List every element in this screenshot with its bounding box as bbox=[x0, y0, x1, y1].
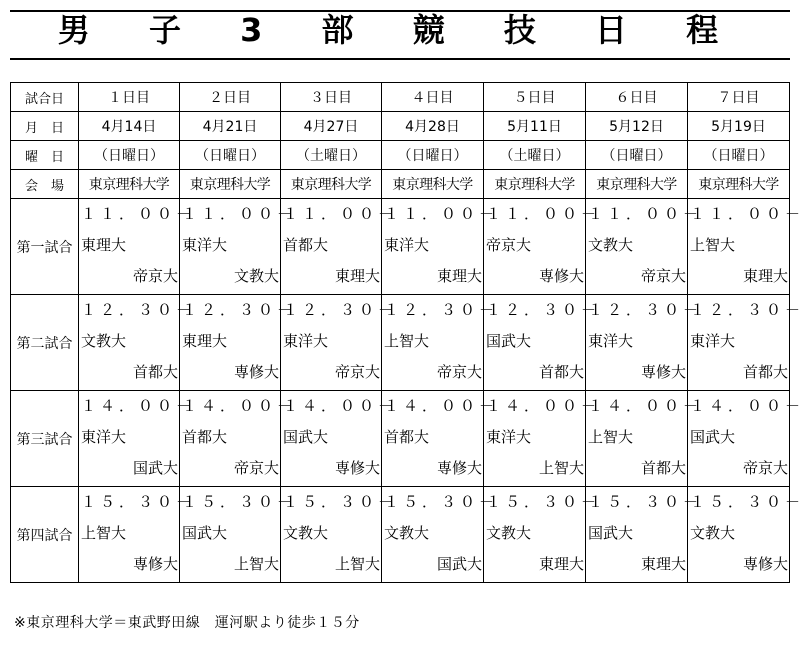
away-team: 専修大 bbox=[436, 459, 482, 477]
weekday-cell: （日曜日） bbox=[180, 141, 281, 170]
game-cell bbox=[180, 487, 297, 583]
venue-cell: 東京理科大学 bbox=[484, 170, 586, 199]
match-day-cell: ３日目 bbox=[281, 83, 382, 112]
away-team: 上智大 bbox=[233, 555, 279, 573]
game-cell bbox=[180, 199, 297, 295]
game-slot bbox=[382, 487, 499, 582]
home-team: 上智大 bbox=[690, 236, 736, 254]
away-team: 専修大 bbox=[132, 555, 178, 573]
game-cell bbox=[281, 295, 398, 391]
game-slot bbox=[180, 391, 297, 486]
date-cell: 5月11日 bbox=[484, 112, 586, 141]
game-slot bbox=[484, 391, 601, 486]
venue-cell: 東京理科大学 bbox=[79, 170, 180, 199]
game-cell bbox=[382, 295, 499, 391]
game-time: １５．３０－ bbox=[690, 493, 804, 511]
game-time: １１．００－ bbox=[588, 205, 703, 223]
home-team: 東洋大 bbox=[588, 332, 634, 350]
away-team: 東理大 bbox=[436, 267, 482, 285]
match-day-cell: ４日目 bbox=[382, 83, 484, 112]
schedule-body bbox=[11, 83, 804, 583]
game-cell bbox=[688, 295, 804, 391]
game-cell bbox=[281, 391, 398, 487]
game-time: １４．００－ bbox=[486, 397, 601, 415]
game-time: １１．００－ bbox=[182, 205, 297, 223]
game-cell bbox=[382, 391, 499, 487]
weekday-cell: （日曜日） bbox=[688, 141, 790, 170]
game-cell bbox=[180, 391, 297, 487]
weekday-row bbox=[11, 141, 790, 170]
game-cell bbox=[382, 199, 499, 295]
away-team: 上智大 bbox=[334, 555, 380, 573]
game-cell bbox=[281, 199, 398, 295]
game-cell bbox=[281, 487, 398, 583]
date-cell: 5月19日 bbox=[688, 112, 790, 141]
away-team: 東理大 bbox=[538, 555, 584, 573]
game-slot bbox=[281, 199, 398, 294]
away-team: 帝京大 bbox=[132, 267, 178, 285]
game-cell bbox=[586, 487, 703, 583]
away-team: 文教大 bbox=[233, 267, 279, 285]
match-label: 第四試合 bbox=[11, 487, 79, 583]
away-team: 東理大 bbox=[334, 267, 380, 285]
home-team: 文教大 bbox=[588, 236, 634, 254]
weekday-cell: （日曜日） bbox=[382, 141, 484, 170]
home-team: 国武大 bbox=[182, 524, 228, 542]
away-team: 東理大 bbox=[640, 555, 686, 573]
game-time: １１．００－ bbox=[283, 205, 398, 223]
game-slot bbox=[79, 199, 196, 294]
weekday-cell: （日曜日） bbox=[586, 141, 688, 170]
away-team: 専修大 bbox=[334, 459, 380, 477]
home-team: 首都大 bbox=[384, 428, 430, 446]
game-slot bbox=[688, 391, 804, 486]
home-team: 国武大 bbox=[588, 524, 634, 542]
home-team: 東洋大 bbox=[486, 428, 532, 446]
home-team: 文教大 bbox=[81, 332, 127, 350]
game-cell bbox=[484, 391, 601, 487]
match-label: 第三試合 bbox=[11, 391, 79, 487]
weekday-label: 曜 日 bbox=[11, 141, 79, 170]
away-team: 帝京大 bbox=[640, 267, 686, 285]
away-team: 首都大 bbox=[742, 363, 788, 381]
away-team: 専修大 bbox=[640, 363, 686, 381]
game-slot bbox=[484, 295, 601, 390]
game-cell bbox=[79, 295, 196, 391]
match-day-row bbox=[11, 83, 790, 112]
game-slot bbox=[281, 391, 398, 486]
away-team: 国武大 bbox=[132, 459, 178, 477]
game-slot bbox=[281, 487, 398, 582]
match-row bbox=[11, 487, 790, 583]
game-cell bbox=[382, 487, 499, 583]
game-time: １２．３０－ bbox=[283, 301, 398, 319]
game-time: １２．３０－ bbox=[690, 301, 804, 319]
venue-cell: 東京理科大学 bbox=[586, 170, 688, 199]
game-time: １１．００－ bbox=[384, 205, 499, 223]
game-time: １５．３０－ bbox=[182, 493, 297, 511]
home-team: 東洋大 bbox=[283, 332, 329, 350]
home-team: 文教大 bbox=[486, 524, 532, 542]
game-time: １２．３０－ bbox=[182, 301, 297, 319]
home-team: 文教大 bbox=[384, 524, 430, 542]
game-time: １２．３０－ bbox=[384, 301, 499, 319]
game-slot bbox=[79, 295, 196, 390]
away-team: 首都大 bbox=[538, 363, 584, 381]
game-time: １２．３０－ bbox=[588, 301, 703, 319]
date-cell: 5月12日 bbox=[586, 112, 688, 141]
game-slot bbox=[180, 199, 297, 294]
game-slot bbox=[79, 391, 196, 486]
match-row bbox=[11, 391, 790, 487]
match-day-cell: ６日目 bbox=[586, 83, 688, 112]
game-time: １５．３０－ bbox=[81, 493, 196, 511]
away-team: 東理大 bbox=[742, 267, 788, 285]
game-time: １４．００－ bbox=[384, 397, 499, 415]
game-slot bbox=[484, 199, 601, 294]
game-slot bbox=[79, 487, 196, 582]
venue-cell: 東京理科大学 bbox=[382, 170, 484, 199]
home-team: 文教大 bbox=[283, 524, 329, 542]
home-team: 上智大 bbox=[384, 332, 430, 350]
home-team: 東洋大 bbox=[81, 428, 127, 446]
game-cell bbox=[586, 295, 703, 391]
game-slot bbox=[688, 295, 804, 390]
venue-cell: 東京理科大学 bbox=[281, 170, 382, 199]
date-cell: 4月14日 bbox=[79, 112, 180, 141]
date-cell: 4月28日 bbox=[382, 112, 484, 141]
home-team: 首都大 bbox=[283, 236, 329, 254]
game-slot bbox=[180, 295, 297, 390]
home-team: 文教大 bbox=[690, 524, 736, 542]
game-time: １４．００－ bbox=[690, 397, 804, 415]
game-cell bbox=[79, 391, 196, 487]
game-time: １４．００－ bbox=[588, 397, 703, 415]
home-team: 東理大 bbox=[81, 236, 127, 254]
game-cell bbox=[586, 199, 703, 295]
game-slot bbox=[586, 199, 703, 294]
game-time: １４．００－ bbox=[283, 397, 398, 415]
away-team: 帝京大 bbox=[334, 363, 380, 381]
game-cell bbox=[484, 295, 601, 391]
home-team: 国武大 bbox=[283, 428, 329, 446]
page-title: 男 子 3 部 競 技 日 程 bbox=[57, 11, 743, 49]
venue-row bbox=[11, 170, 790, 199]
game-time: １１．００－ bbox=[690, 205, 804, 223]
home-team: 上智大 bbox=[588, 428, 634, 446]
game-time: １２．３０－ bbox=[81, 301, 196, 319]
away-team: 帝京大 bbox=[436, 363, 482, 381]
game-slot bbox=[382, 391, 499, 486]
game-time: １５．３０－ bbox=[384, 493, 499, 511]
home-team: 東洋大 bbox=[690, 332, 736, 350]
title-bottom-rule bbox=[10, 58, 790, 60]
game-slot bbox=[281, 295, 398, 390]
weekday-cell: （土曜日） bbox=[484, 141, 586, 170]
away-team: 首都大 bbox=[640, 459, 686, 477]
match-day-label: 試合日 bbox=[11, 83, 79, 112]
venue-label: 会 場 bbox=[11, 170, 79, 199]
away-team: 首都大 bbox=[132, 363, 178, 381]
game-time: １４．００－ bbox=[81, 397, 196, 415]
match-row bbox=[11, 199, 790, 295]
weekday-cell: （日曜日） bbox=[79, 141, 180, 170]
game-slot bbox=[180, 487, 297, 582]
away-team: 帝京大 bbox=[742, 459, 788, 477]
home-team: 上智大 bbox=[81, 524, 127, 542]
match-label: 第二試合 bbox=[11, 295, 79, 391]
game-time: １４．００－ bbox=[182, 397, 297, 415]
game-slot bbox=[688, 199, 804, 294]
game-slot bbox=[688, 487, 804, 582]
game-time: １５．３０－ bbox=[486, 493, 601, 511]
game-cell bbox=[586, 391, 703, 487]
game-slot bbox=[586, 391, 703, 486]
home-team: 国武大 bbox=[690, 428, 736, 446]
schedule-table bbox=[10, 82, 804, 583]
home-team: 国武大 bbox=[486, 332, 532, 350]
match-day-cell: １日目 bbox=[79, 83, 180, 112]
game-cell bbox=[180, 295, 297, 391]
home-team: 帝京大 bbox=[486, 236, 532, 254]
game-time: １５．３０－ bbox=[588, 493, 703, 511]
home-team: 首都大 bbox=[182, 428, 228, 446]
game-time: １２．３０－ bbox=[486, 301, 601, 319]
home-team: 東理大 bbox=[182, 332, 228, 350]
game-slot bbox=[586, 295, 703, 390]
away-team: 上智大 bbox=[538, 459, 584, 477]
game-cell bbox=[688, 199, 804, 295]
game-cell bbox=[688, 487, 804, 583]
game-slot bbox=[484, 487, 601, 582]
access-footnote: ※東京理科大学＝東武野田線 運河駅より徒歩１５分 bbox=[14, 615, 360, 631]
game-slot bbox=[382, 295, 499, 390]
match-row bbox=[11, 295, 790, 391]
game-cell bbox=[79, 199, 196, 295]
home-team: 東洋大 bbox=[182, 236, 228, 254]
date-cell: 4月21日 bbox=[180, 112, 281, 141]
match-label: 第一試合 bbox=[11, 199, 79, 295]
game-time: １１．００－ bbox=[486, 205, 601, 223]
game-time: １５．３０－ bbox=[283, 493, 398, 511]
date-cell: 4月27日 bbox=[281, 112, 382, 141]
home-team: 東洋大 bbox=[384, 236, 430, 254]
away-team: 国武大 bbox=[436, 555, 482, 573]
game-cell bbox=[484, 199, 601, 295]
away-team: 専修大 bbox=[742, 555, 788, 573]
venue-cell: 東京理科大学 bbox=[180, 170, 281, 199]
game-cell bbox=[688, 391, 804, 487]
match-day-cell: ５日目 bbox=[484, 83, 586, 112]
away-team: 専修大 bbox=[233, 363, 279, 381]
away-team: 専修大 bbox=[538, 267, 584, 285]
venue-cell: 東京理科大学 bbox=[688, 170, 790, 199]
game-cell bbox=[484, 487, 601, 583]
game-slot bbox=[586, 487, 703, 582]
game-cell bbox=[79, 487, 196, 583]
date-label: 月 日 bbox=[11, 112, 79, 141]
weekday-cell: （土曜日） bbox=[281, 141, 382, 170]
match-day-cell: ７日目 bbox=[688, 83, 790, 112]
match-day-cell: ２日目 bbox=[180, 83, 281, 112]
game-slot bbox=[382, 199, 499, 294]
away-team: 帝京大 bbox=[233, 459, 279, 477]
date-row bbox=[11, 112, 790, 141]
game-time: １１．００－ bbox=[81, 205, 196, 223]
